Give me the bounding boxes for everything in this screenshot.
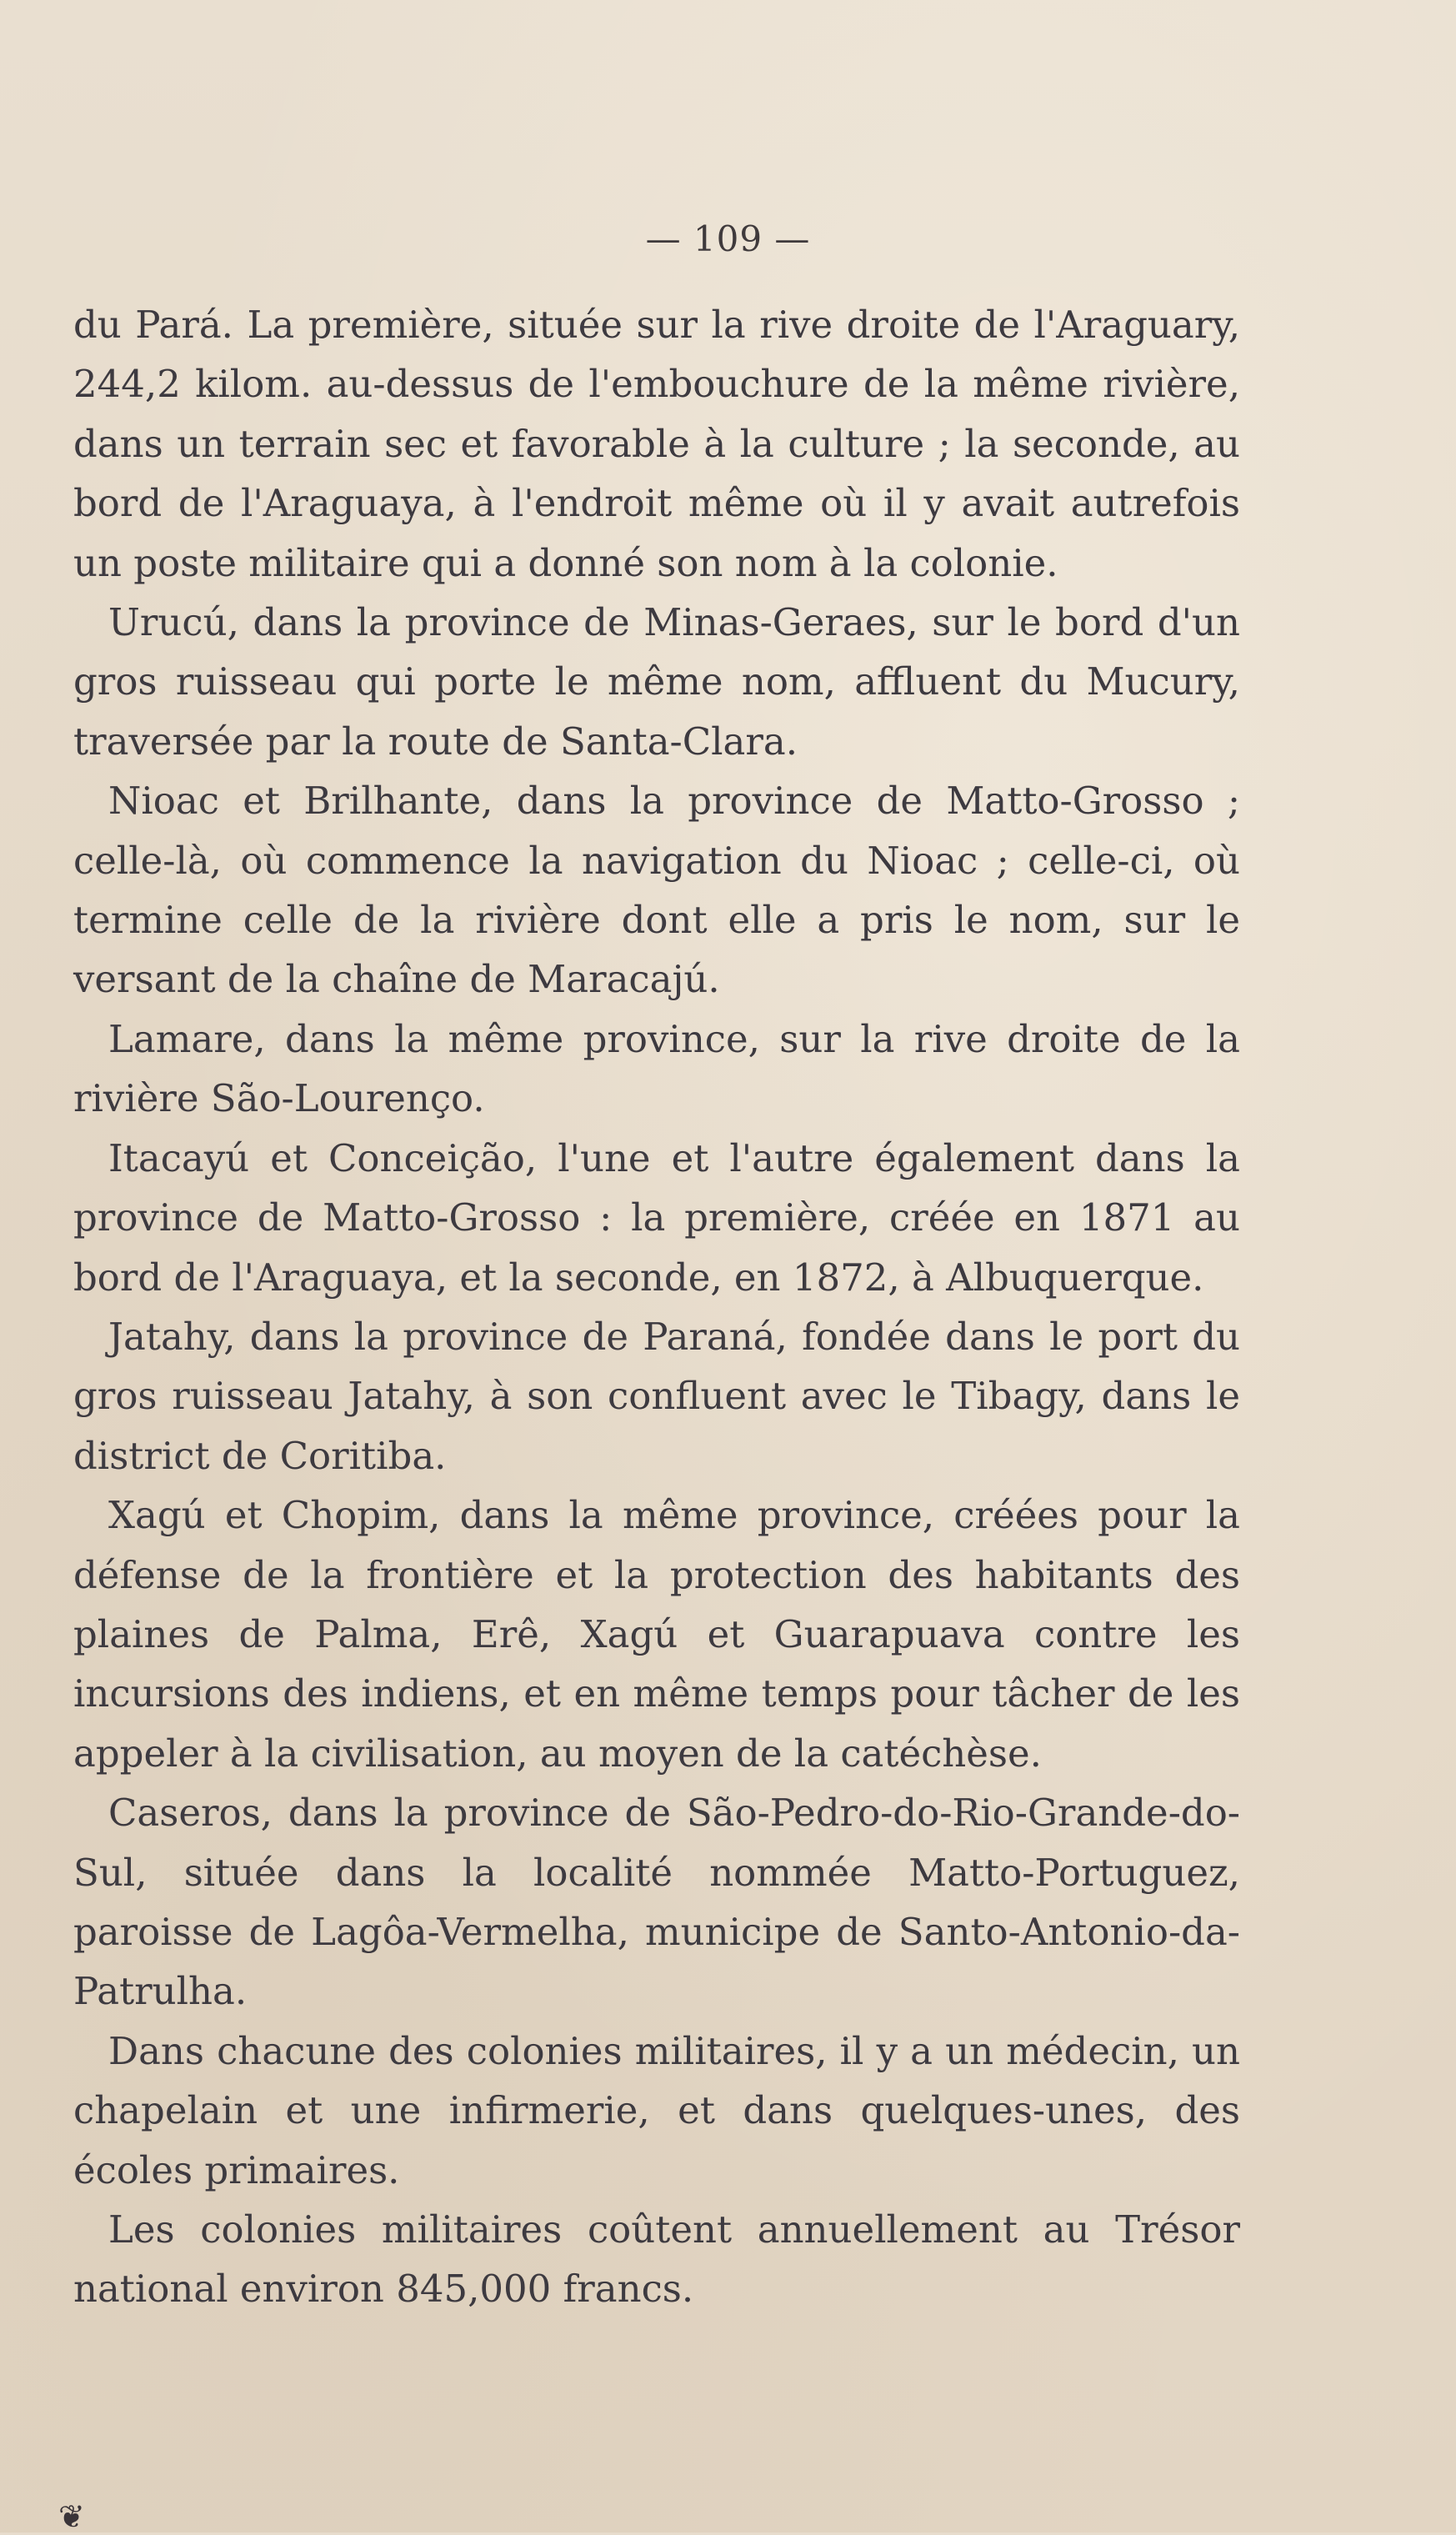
footer-ornament-icon: ❦ [58, 2498, 85, 2535]
paragraph-nioac-brilhante: Nioac et Brilhante, dans la province de Matto-Grosso ; celle-là, où commence la navigation du Nioac ; celle-ci, où termine celle de la rivière dont elle a pris le nom, sur le versant de la chaîne de Maracajú. [73, 779, 1240, 1002]
paragraph-xagu-chopim: Xagú et Chopim, dans la même province, créées pour la défense de la frontière et la protection des habitants des plaines de Palma, Erê, Xagú et Guarapuava contre les incursions des indiens, et en même temps pour tâcher de les appeler à la civilisation, au moyen de la catéchèse. [73, 1493, 1240, 1776]
paragraph-urucu: Urucú, dans la province de Minas-Geraes, sur le bord d'un gros ruisseau qui porte le même nom, affluent du Mucury, traversée par la route de Santa-Clara. [73, 600, 1240, 764]
paragraph-jatahy: Jatahy, dans la province de Paraná, fondée dans le port du gros ruisseau Jatahy, à son confluent avec le Tibagy, dans le district de Coritiba. [73, 1314, 1240, 1478]
paragraph-annual-cost: Les colonies militaires coûtent annuellement au Trésor national environ 845,000 francs. [73, 2207, 1240, 2312]
paragraph-itacayu-conceicao: Itacayú et Conceição, l'une et l'autre également dans la province de Matto-Grosso : la première, créée en 1871 au bord de l'Araguaya, et la seconde, en 1872, à Albuquerque. [73, 1135, 1240, 1300]
paragraph-continuation: du Pará. La première, située sur la rive droite de l'Araguary, 244,2 kilom. au-dessus de l'embouchure de la même rivière, dans un terrain sec et favorable à la culture ; la seconde, au bord de l'Araguaya, à l'endroit même où il y avait autrefois un poste militaire qui a donné son nom à la colonie. [73, 303, 1240, 585]
paragraph-medical-staff: Dans chacune des colonies militaires, il y a un médecin, un chapelain et une infirmerie, et dans quelques-unes, des écoles primaires. [73, 2028, 1240, 2192]
page-number: — 109 — [645, 218, 811, 259]
paragraph-lamare: Lamare, dans la même province, sur la rive droite de la rivière São-Lourenço. [73, 1016, 1240, 1121]
paragraph-caseros: Caseros, dans la province de São-Pedro-do-Rio-Grande-do-Sul, située dans la localité nommée Matto-Portuguez, paroisse de Lagôa-Vermelha, municipe de Santo-Antonio-da-Patrulha. [73, 1791, 1240, 2014]
body-text [73, 295, 1240, 2319]
